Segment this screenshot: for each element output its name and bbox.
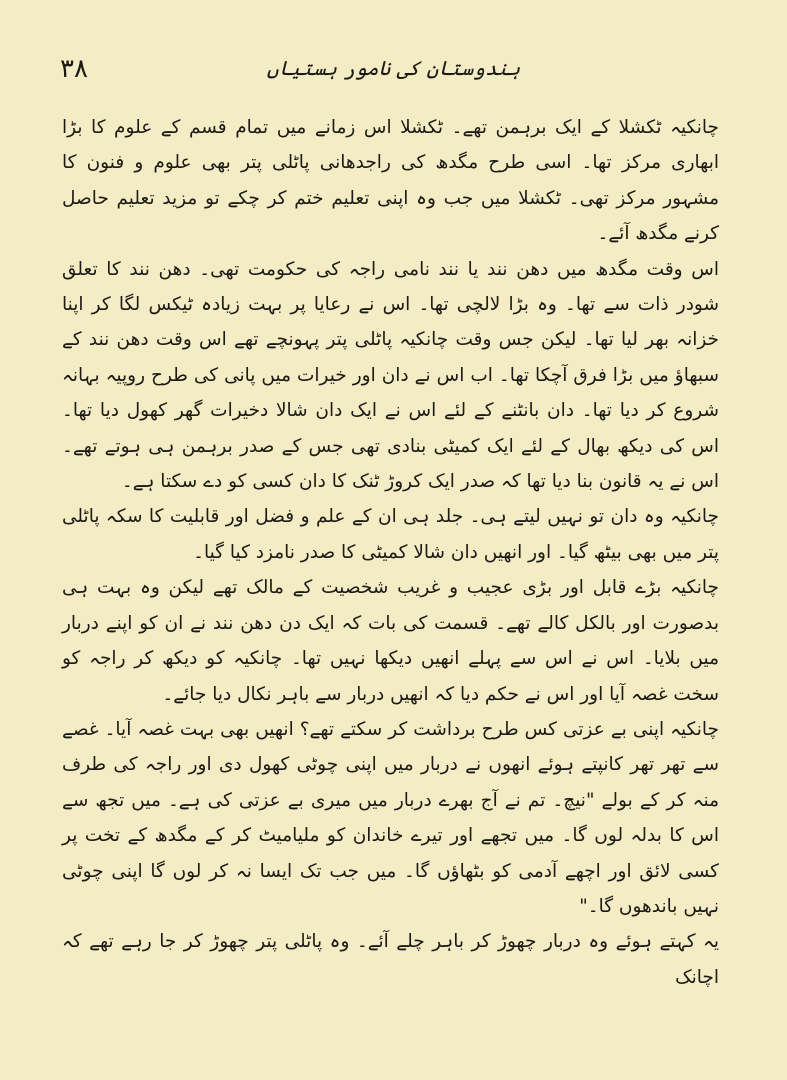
paragraph: چانکیہ ٹکشلا کے ایک برہمن تھے۔ ٹکشلا اس زمانے میں تمام قسم کے علوم کا بڑا ابھاری مرکز تھا۔ اسی طرح مگدھ کی راجدھانی پاٹلی پتر بھی علوم و فنون کا مشہور مرکز تھی۔ ٹکشلا میں جب وہ اپنی تعلیم ختم کر چکے تو مزید تعلیم حاصل کرنے مگدھ آئے۔ [62,117,719,245]
running-title: ہندوستان کی نامور ہستیاں [266,56,521,80]
page-header [60,54,727,94]
paragraph: چانکیہ وہ دان تو نہیں لیتے ہی۔ جلد ہی ان کے علم و فضل اور قابلیت کا سکہ پاٹلی پتر میں بھی بیٹھ گیا۔ اور انھیں دان شالا کمیٹی کا صدر نامزد کیا گیا۔ [62,506,719,563]
paragraph: یہ کہتے ہوئے وہ دربار چھوڑ کر باہر چلے آئے۔ وہ پاٹلی پتر چھوڑ کر جا رہے تھے کہ اچانک [62,931,719,988]
paragraph: چانکیہ بڑے قابل اور بڑی عجیب و غریب شخصیت کے مالک تھے لیکن وہ بہت ہی بدصورت اور بالکل کالے تھے۔ قسمت کی بات کہ ایک دن دھن نند نے ان کو اپنے دربار میں بلایا۔ اس نے اس سے پہلے انھیں دیکھا نہیں تھا۔ چانکیہ کو دیکھ کر راجہ کو سخت غصہ آیا اور اس نے حکم دیا کہ انھیں دربار سے باہر نکال دیا جائے۔ [62,577,719,705]
body-text [62,110,719,995]
page-number: ۳۸ [60,54,88,84]
paragraph: چانکیہ اپنی بے عزتی کس طرح برداشت کر سکتے تھے؟ انھیں بھی بہت غصہ آیا۔ غصے سے تھر تھر کانپتے ہوئے انھوں نے دربار میں اپنی چوٹی کھول دی اور راجہ کی طرف منہ کر کے بولے "نیچ۔ تم نے آج بھرے دربار میں میری بے عزتی کی ہے۔ میں تجھ سے اس کا بدلہ لوں گا۔ میں تجھے اور تیرے خاندان کو ملیامیٹ کر کے مگدھ کے تخت پر کسی لائق اور اچھے آدمی کو بٹھاؤں گا۔ میں جب تک ایسا نہ کر لوں گا اپنی چوٹی نہیں باندھوں گا۔" [62,718,719,917]
paragraph: اس وقت مگدھ میں دھن نند یا نند نامی راجہ کی حکومت تھی۔ دھن نند کا تعلق شودر ذات سے تھا۔ وہ بڑا لالچی تھا۔ اس نے رعایا پر بہت زیادہ ٹیکس لگا کر اپنا خزانہ بھر لیا تھا۔ لیکن جس وقت چانکیہ پاٹلی پتر پہونچے تھے اس وقت دھن نند کے سبھاؤ میں بڑا فرق آچکا تھا۔ اب اس نے دان اور خیرات میں پانی کی طرح روپیہ بہانہ شروع کر دیا تھا۔ دان بانٹنے کے لئے اس نے ایک دان شالا دخیرات گھر کھول دیا تھا۔ اس کی دیکھ بھال کے لئے ایک کمیٹی بنادی تھی جس کے صدر برہمن ہی ہوتے تھے۔ اس نے یہ قانون بنا دیا تھا کہ صدر ایک کروڑ ٹنک کا دان کسی کو دے سکتا ہے۔ [62,258,719,493]
